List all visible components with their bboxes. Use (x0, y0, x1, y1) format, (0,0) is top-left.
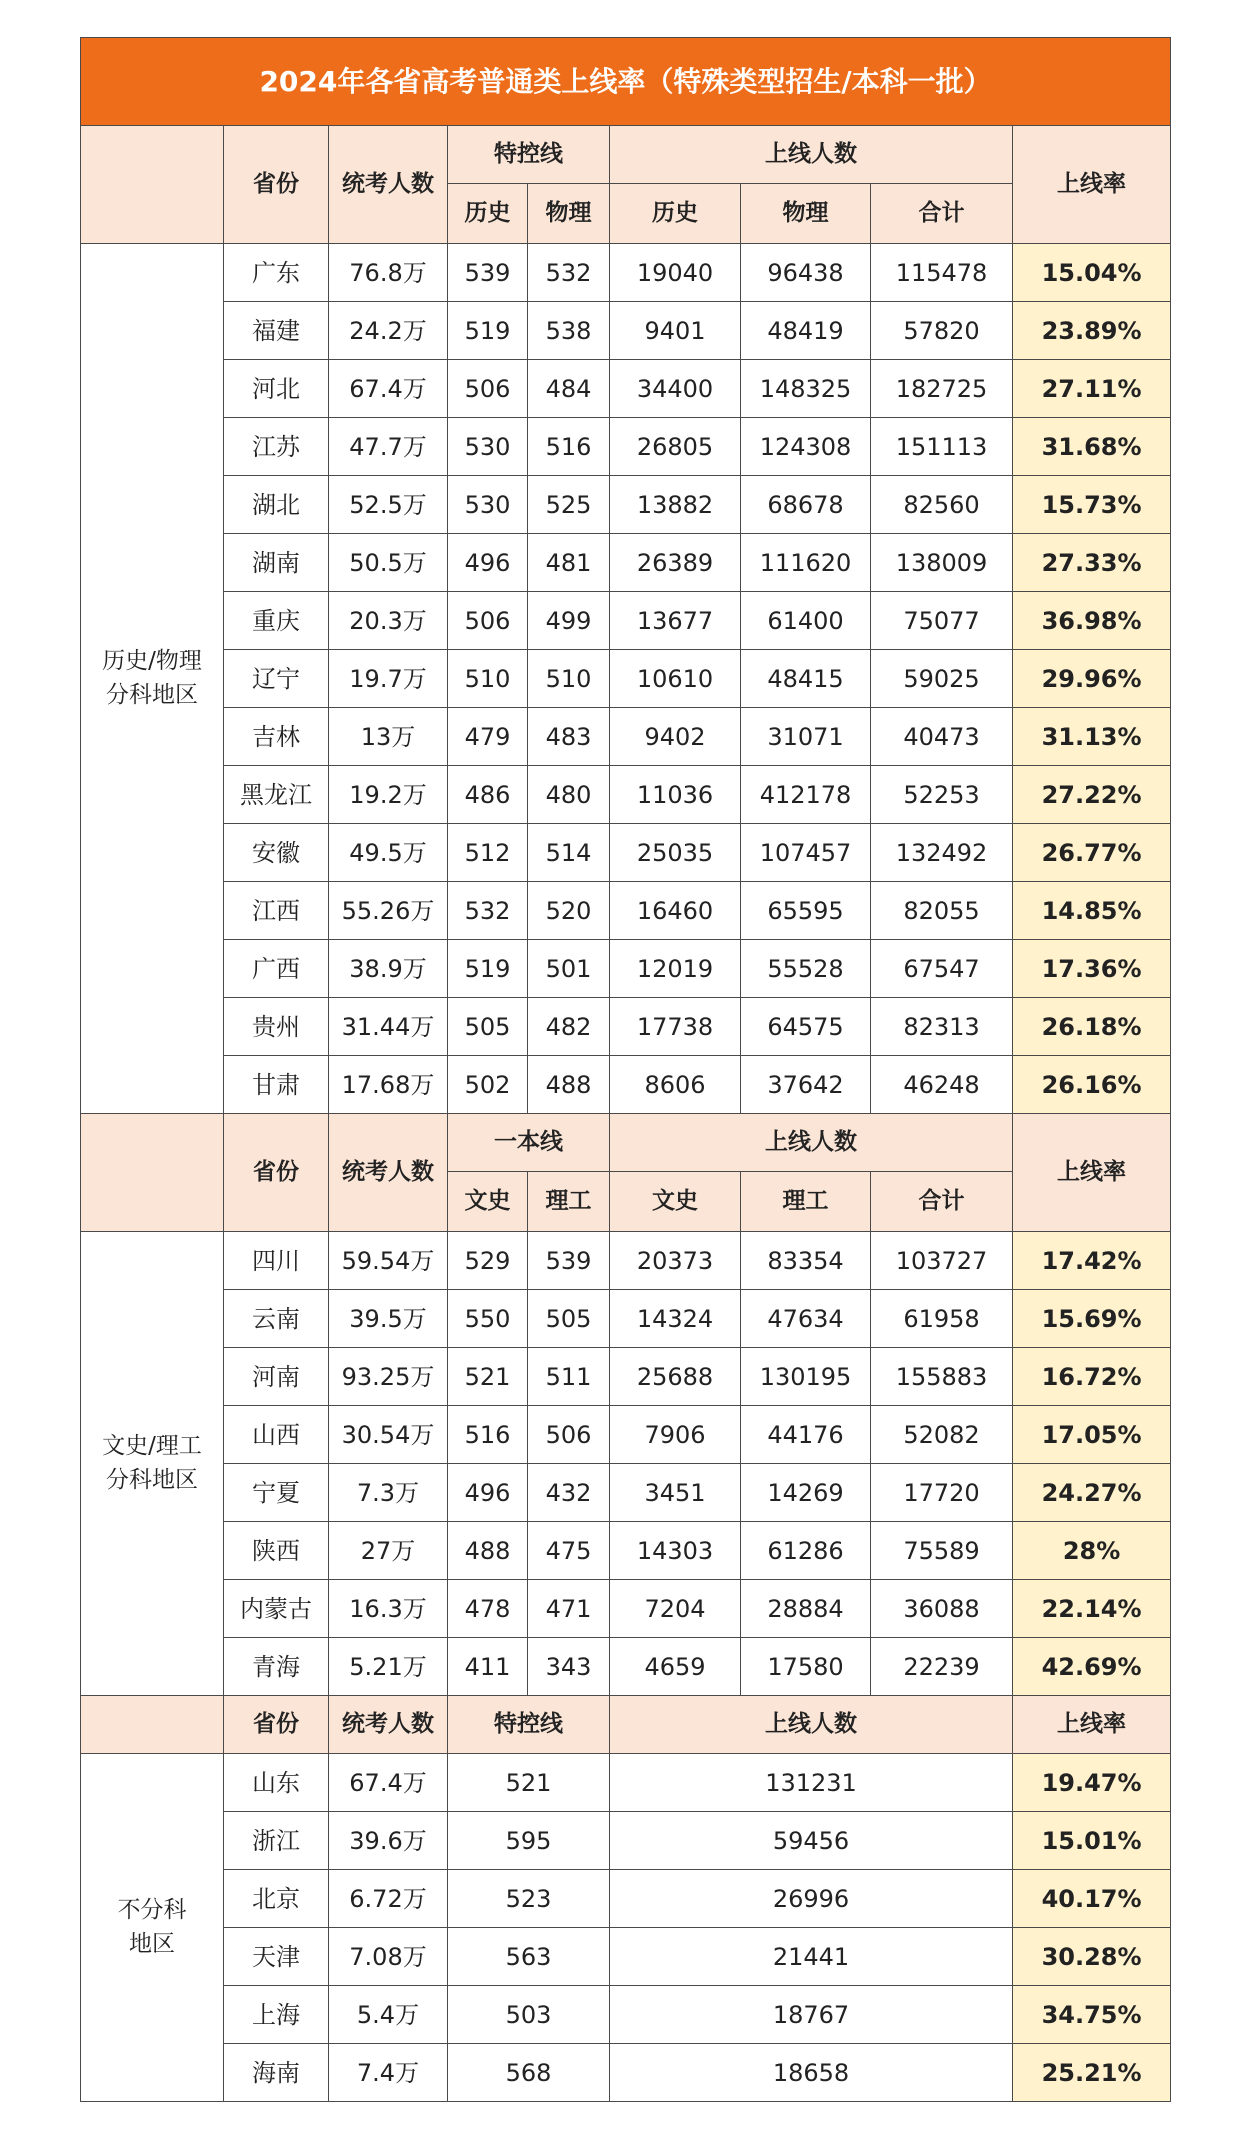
cell-count-b: 17580 (741, 1638, 871, 1696)
cell-count: 59456 (610, 1812, 1013, 1870)
cell-province: 北京 (224, 1870, 329, 1928)
cell-province: 陕西 (224, 1522, 329, 1580)
cell-line-b: 482 (528, 998, 610, 1056)
cell-total: 22239 (871, 1638, 1013, 1696)
header-examinees: 统考人数 (329, 126, 448, 244)
cell-line-a: 478 (448, 1580, 528, 1638)
table-row (81, 824, 1171, 882)
cell-examinees: 30.54万 (329, 1406, 448, 1464)
table-row (81, 1638, 1171, 1696)
cell-examinees: 5.4万 (329, 1986, 448, 2044)
cell-total: 46248 (871, 1056, 1013, 1114)
cell-total: 82055 (871, 882, 1013, 940)
cell-examinees: 7.4万 (329, 2044, 448, 2102)
cell-count-b: 130195 (741, 1348, 871, 1406)
cell-total: 67547 (871, 940, 1013, 998)
cell-line-a: 488 (448, 1522, 528, 1580)
cell-rate: 15.04% (1013, 244, 1171, 302)
table-row (81, 998, 1171, 1056)
header-examinees: 统考人数 (329, 1696, 448, 1754)
table-row (81, 1754, 1171, 1812)
cell-line-a: 539 (448, 244, 528, 302)
admission-rate-table (80, 37, 1171, 2102)
region-label (81, 1232, 224, 1696)
header-count-b: 物理 (741, 184, 871, 244)
cell-count-a: 3451 (610, 1464, 741, 1522)
cell-rate: 26.16% (1013, 1056, 1171, 1114)
cell-line-a: 502 (448, 1056, 528, 1114)
cell-province: 河南 (224, 1348, 329, 1406)
cell-count-a: 16460 (610, 882, 741, 940)
cell-examinees: 20.3万 (329, 592, 448, 650)
cell-line-b: 538 (528, 302, 610, 360)
cell-line-b: 480 (528, 766, 610, 824)
cell-total: 17720 (871, 1464, 1013, 1522)
cell-examinees: 6.72万 (329, 1870, 448, 1928)
cell-province: 吉林 (224, 708, 329, 766)
cell-count: 21441 (610, 1928, 1013, 1986)
header-examinees: 统考人数 (329, 1114, 448, 1232)
cell-examinees: 24.2万 (329, 302, 448, 360)
cell-rate: 29.96% (1013, 650, 1171, 708)
cell-count-a: 11036 (610, 766, 741, 824)
cell-rate: 27.11% (1013, 360, 1171, 418)
table-row (81, 1232, 1171, 1290)
cell-line-b: 520 (528, 882, 610, 940)
cell-line-a: 506 (448, 592, 528, 650)
cell-rate: 36.98% (1013, 592, 1171, 650)
region-label (81, 1754, 224, 2102)
cell-count-b: 68678 (741, 476, 871, 534)
cell-examinees: 16.3万 (329, 1580, 448, 1638)
cell-count-a: 25035 (610, 824, 741, 882)
table-row (81, 766, 1171, 824)
cell-count-b: 83354 (741, 1232, 871, 1290)
table-row (81, 1522, 1171, 1580)
admission-rate-sheet (80, 37, 1170, 2102)
cell-rate: 17.05% (1013, 1406, 1171, 1464)
cell-province: 安徽 (224, 824, 329, 882)
cell-province: 贵州 (224, 998, 329, 1056)
header-count-group: 上线人数 (610, 1114, 1013, 1172)
cell-count-a: 13882 (610, 476, 741, 534)
cell-count-a: 7204 (610, 1580, 741, 1638)
cell-count-a: 26389 (610, 534, 741, 592)
cell-line-b: 511 (528, 1348, 610, 1406)
cell-count: 18658 (610, 2044, 1013, 2102)
cell-count-a: 13677 (610, 592, 741, 650)
cell-total: 82313 (871, 998, 1013, 1056)
cell-line: 595 (448, 1812, 610, 1870)
cell-province: 辽宁 (224, 650, 329, 708)
header-province: 省份 (224, 1114, 329, 1232)
section-header-row (81, 1114, 1171, 1172)
cell-count-b: 48419 (741, 302, 871, 360)
cell-province: 湖北 (224, 476, 329, 534)
cell-line-b: 505 (528, 1290, 610, 1348)
cell-examinees: 67.4万 (329, 360, 448, 418)
header-count: 上线人数 (610, 1696, 1013, 1754)
cell-count-a: 7906 (610, 1406, 741, 1464)
cell-count-b: 148325 (741, 360, 871, 418)
cell-province: 河北 (224, 360, 329, 418)
cell-rate: 27.22% (1013, 766, 1171, 824)
cell-count-b: 61286 (741, 1522, 871, 1580)
cell-examinees: 19.7万 (329, 650, 448, 708)
cell-count-a: 17738 (610, 998, 741, 1056)
header-line-a: 历史 (448, 184, 528, 244)
cell-total: 155883 (871, 1348, 1013, 1406)
cell-line-b: 525 (528, 476, 610, 534)
cell-count-a: 10610 (610, 650, 741, 708)
cell-count-b: 61400 (741, 592, 871, 650)
table-row (81, 418, 1171, 476)
table-row (81, 302, 1171, 360)
cell-province: 山东 (224, 1754, 329, 1812)
table-row (81, 940, 1171, 998)
cell-rate: 15.73% (1013, 476, 1171, 534)
cell-line: 563 (448, 1928, 610, 1986)
header-count-total: 合计 (871, 1172, 1013, 1232)
cell-count-a: 12019 (610, 940, 741, 998)
cell-province: 上海 (224, 1986, 329, 2044)
table-row (81, 592, 1171, 650)
cell-rate: 14.85% (1013, 882, 1171, 940)
cell-rate: 40.17% (1013, 1870, 1171, 1928)
cell-examinees: 39.6万 (329, 1812, 448, 1870)
region-label-line: 分科地区 (106, 1466, 198, 1493)
cell-count: 26996 (610, 1870, 1013, 1928)
cell-line-a: 521 (448, 1348, 528, 1406)
cell-total: 75077 (871, 592, 1013, 650)
cell-line-a: 510 (448, 650, 528, 708)
cell-line-b: 532 (528, 244, 610, 302)
cell-line-b: 516 (528, 418, 610, 476)
cell-province: 宁夏 (224, 1464, 329, 1522)
cell-line-a: 519 (448, 302, 528, 360)
cell-province: 甘肃 (224, 1056, 329, 1114)
cell-examinees: 59.54万 (329, 1232, 448, 1290)
cell-examinees: 39.5万 (329, 1290, 448, 1348)
cell-province: 广东 (224, 244, 329, 302)
region-label-line: 地区 (129, 1930, 175, 1957)
cell-province: 青海 (224, 1638, 329, 1696)
header-count-b: 理工 (741, 1172, 871, 1232)
table-row (81, 1986, 1171, 2044)
header-count-a: 历史 (610, 184, 741, 244)
cell-total: 132492 (871, 824, 1013, 882)
cell-rate: 24.27% (1013, 1464, 1171, 1522)
cell-total: 36088 (871, 1580, 1013, 1638)
table-title: 2024年各省高考普通类上线率（特殊类型招生/本科一批） (81, 38, 1171, 126)
cell-count-a: 9401 (610, 302, 741, 360)
cell-province: 海南 (224, 2044, 329, 2102)
cell-count: 131231 (610, 1754, 1013, 1812)
cell-count-a: 25688 (610, 1348, 741, 1406)
header-line-b: 物理 (528, 184, 610, 244)
cell-total: 115478 (871, 244, 1013, 302)
cell-province: 云南 (224, 1290, 329, 1348)
table-row (81, 1928, 1171, 1986)
cell-line-b: 539 (528, 1232, 610, 1290)
cell-line-a: 479 (448, 708, 528, 766)
cell-total: 52082 (871, 1406, 1013, 1464)
table-row (81, 2044, 1171, 2102)
cell-rate: 16.72% (1013, 1348, 1171, 1406)
cell-province: 江西 (224, 882, 329, 940)
cell-total: 138009 (871, 534, 1013, 592)
header-rate: 上线率 (1013, 1114, 1171, 1232)
cell-examinees: 67.4万 (329, 1754, 448, 1812)
cell-count-a: 14324 (610, 1290, 741, 1348)
cell-province: 福建 (224, 302, 329, 360)
cell-count-a: 19040 (610, 244, 741, 302)
cell-line-b: 432 (528, 1464, 610, 1522)
cell-rate: 23.89% (1013, 302, 1171, 360)
cell-total: 52253 (871, 766, 1013, 824)
cell-total: 182725 (871, 360, 1013, 418)
cell-rate: 42.69% (1013, 1638, 1171, 1696)
cell-count-b: 64575 (741, 998, 871, 1056)
cell-examinees: 93.25万 (329, 1348, 448, 1406)
section-header-row (81, 126, 1171, 184)
cell-count-a: 20373 (610, 1232, 741, 1290)
cell-province: 广西 (224, 940, 329, 998)
cell-line: 521 (448, 1754, 610, 1812)
table-row (81, 1348, 1171, 1406)
table-row (81, 1464, 1171, 1522)
cell-count-b: 28884 (741, 1580, 871, 1638)
cell-line-b: 488 (528, 1056, 610, 1114)
cell-line-a: 486 (448, 766, 528, 824)
cell-total: 40473 (871, 708, 1013, 766)
region-label-line: 文史/理工 (102, 1433, 202, 1460)
cell-rate: 34.75% (1013, 1986, 1171, 2044)
cell-line-b: 514 (528, 824, 610, 882)
header-count-a: 文史 (610, 1172, 741, 1232)
region-label (81, 244, 224, 1114)
cell-line-b: 481 (528, 534, 610, 592)
header-line-b: 理工 (528, 1172, 610, 1232)
cell-rate: 27.33% (1013, 534, 1171, 592)
table-row (81, 882, 1171, 940)
cell-count-a: 34400 (610, 360, 741, 418)
cell-examinees: 50.5万 (329, 534, 448, 592)
header-rate: 上线率 (1013, 1696, 1171, 1754)
header-blank (81, 1114, 224, 1232)
cell-line-b: 506 (528, 1406, 610, 1464)
cell-rate: 31.68% (1013, 418, 1171, 476)
cell-line-b: 484 (528, 360, 610, 418)
cell-total: 151113 (871, 418, 1013, 476)
table-row (81, 1580, 1171, 1638)
cell-count-b: 48415 (741, 650, 871, 708)
table-row (81, 534, 1171, 592)
cell-count-a: 26805 (610, 418, 741, 476)
cell-count-a: 4659 (610, 1638, 741, 1696)
header-line-group: 特控线 (448, 126, 610, 184)
cell-line-b: 475 (528, 1522, 610, 1580)
cell-line-a: 550 (448, 1290, 528, 1348)
cell-examinees: 47.7万 (329, 418, 448, 476)
cell-total: 59025 (871, 650, 1013, 708)
cell-line-a: 530 (448, 418, 528, 476)
cell-examinees: 52.5万 (329, 476, 448, 534)
region-label-line: 历史/物理 (102, 648, 202, 675)
cell-line-a: 496 (448, 534, 528, 592)
cell-province: 黑龙江 (224, 766, 329, 824)
cell-total: 61958 (871, 1290, 1013, 1348)
cell-count-b: 31071 (741, 708, 871, 766)
table-row (81, 244, 1171, 302)
cell-line-b: 483 (528, 708, 610, 766)
cell-line-a: 519 (448, 940, 528, 998)
table-row (81, 476, 1171, 534)
table-row (81, 1406, 1171, 1464)
cell-rate: 28% (1013, 1522, 1171, 1580)
cell-province: 内蒙古 (224, 1580, 329, 1638)
cell-total: 75589 (871, 1522, 1013, 1580)
cell-line-b: 510 (528, 650, 610, 708)
cell-count-b: 44176 (741, 1406, 871, 1464)
cell-count-a: 8606 (610, 1056, 741, 1114)
cell-line-b: 343 (528, 1638, 610, 1696)
header-rate: 上线率 (1013, 126, 1171, 244)
cell-examinees: 19.2万 (329, 766, 448, 824)
cell-rate: 15.69% (1013, 1290, 1171, 1348)
header-line-group: 一本线 (448, 1114, 610, 1172)
cell-examinees: 7.08万 (329, 1928, 448, 1986)
header-count-total: 合计 (871, 184, 1013, 244)
cell-examinees: 55.26万 (329, 882, 448, 940)
cell-rate: 22.14% (1013, 1580, 1171, 1638)
cell-line: 523 (448, 1870, 610, 1928)
cell-line-a: 532 (448, 882, 528, 940)
section-header-row (81, 1696, 1171, 1754)
table-row (81, 360, 1171, 418)
table-row (81, 1812, 1171, 1870)
cell-examinees: 17.68万 (329, 1056, 448, 1114)
header-province: 省份 (224, 1696, 329, 1754)
header-line-a: 文史 (448, 1172, 528, 1232)
cell-line-a: 506 (448, 360, 528, 418)
cell-province: 江苏 (224, 418, 329, 476)
region-label-line: 分科地区 (106, 681, 198, 708)
header-line: 特控线 (448, 1696, 610, 1754)
cell-line: 568 (448, 2044, 610, 2102)
cell-province: 浙江 (224, 1812, 329, 1870)
cell-count-b: 37642 (741, 1056, 871, 1114)
cell-count-b: 55528 (741, 940, 871, 998)
header-count-group: 上线人数 (610, 126, 1013, 184)
cell-count-b: 96438 (741, 244, 871, 302)
table-row (81, 1056, 1171, 1114)
cell-count-b: 124308 (741, 418, 871, 476)
cell-rate: 15.01% (1013, 1812, 1171, 1870)
header-blank (81, 126, 224, 244)
cell-line-b: 501 (528, 940, 610, 998)
cell-total: 103727 (871, 1232, 1013, 1290)
cell-count-b: 107457 (741, 824, 871, 882)
cell-province: 四川 (224, 1232, 329, 1290)
cell-rate: 19.47% (1013, 1754, 1171, 1812)
table-row (81, 1290, 1171, 1348)
cell-examinees: 38.9万 (329, 940, 448, 998)
cell-rate: 17.42% (1013, 1232, 1171, 1290)
cell-count-a: 9402 (610, 708, 741, 766)
cell-province: 天津 (224, 1928, 329, 1986)
cell-rate: 30.28% (1013, 1928, 1171, 1986)
cell-line-b: 471 (528, 1580, 610, 1638)
cell-count-b: 65595 (741, 882, 871, 940)
cell-examinees: 7.3万 (329, 1464, 448, 1522)
cell-rate: 26.18% (1013, 998, 1171, 1056)
table-row (81, 1870, 1171, 1928)
header-blank (81, 1696, 224, 1754)
cell-province: 重庆 (224, 592, 329, 650)
region-label-line: 不分科 (117, 1897, 187, 1924)
cell-line: 503 (448, 1986, 610, 2044)
cell-province: 山西 (224, 1406, 329, 1464)
cell-total: 57820 (871, 302, 1013, 360)
table-row (81, 650, 1171, 708)
cell-count: 18767 (610, 1986, 1013, 2044)
cell-total: 82560 (871, 476, 1013, 534)
cell-line-a: 516 (448, 1406, 528, 1464)
cell-rate: 17.36% (1013, 940, 1171, 998)
cell-line-a: 496 (448, 1464, 528, 1522)
cell-rate: 25.21% (1013, 2044, 1171, 2102)
cell-count-b: 14269 (741, 1464, 871, 1522)
cell-line-a: 512 (448, 824, 528, 882)
cell-line-a: 411 (448, 1638, 528, 1696)
cell-count-b: 412178 (741, 766, 871, 824)
cell-line-a: 529 (448, 1232, 528, 1290)
cell-line-a: 505 (448, 998, 528, 1056)
cell-count-a: 14303 (610, 1522, 741, 1580)
cell-rate: 31.13% (1013, 708, 1171, 766)
cell-line-b: 499 (528, 592, 610, 650)
header-province: 省份 (224, 126, 329, 244)
cell-examinees: 76.8万 (329, 244, 448, 302)
cell-examinees: 31.44万 (329, 998, 448, 1056)
cell-rate: 26.77% (1013, 824, 1171, 882)
table-row (81, 708, 1171, 766)
cell-line-a: 530 (448, 476, 528, 534)
cell-examinees: 5.21万 (329, 1638, 448, 1696)
cell-province: 湖南 (224, 534, 329, 592)
cell-examinees: 49.5万 (329, 824, 448, 882)
cell-examinees: 27万 (329, 1522, 448, 1580)
cell-count-b: 47634 (741, 1290, 871, 1348)
cell-count-b: 111620 (741, 534, 871, 592)
cell-examinees: 13万 (329, 708, 448, 766)
